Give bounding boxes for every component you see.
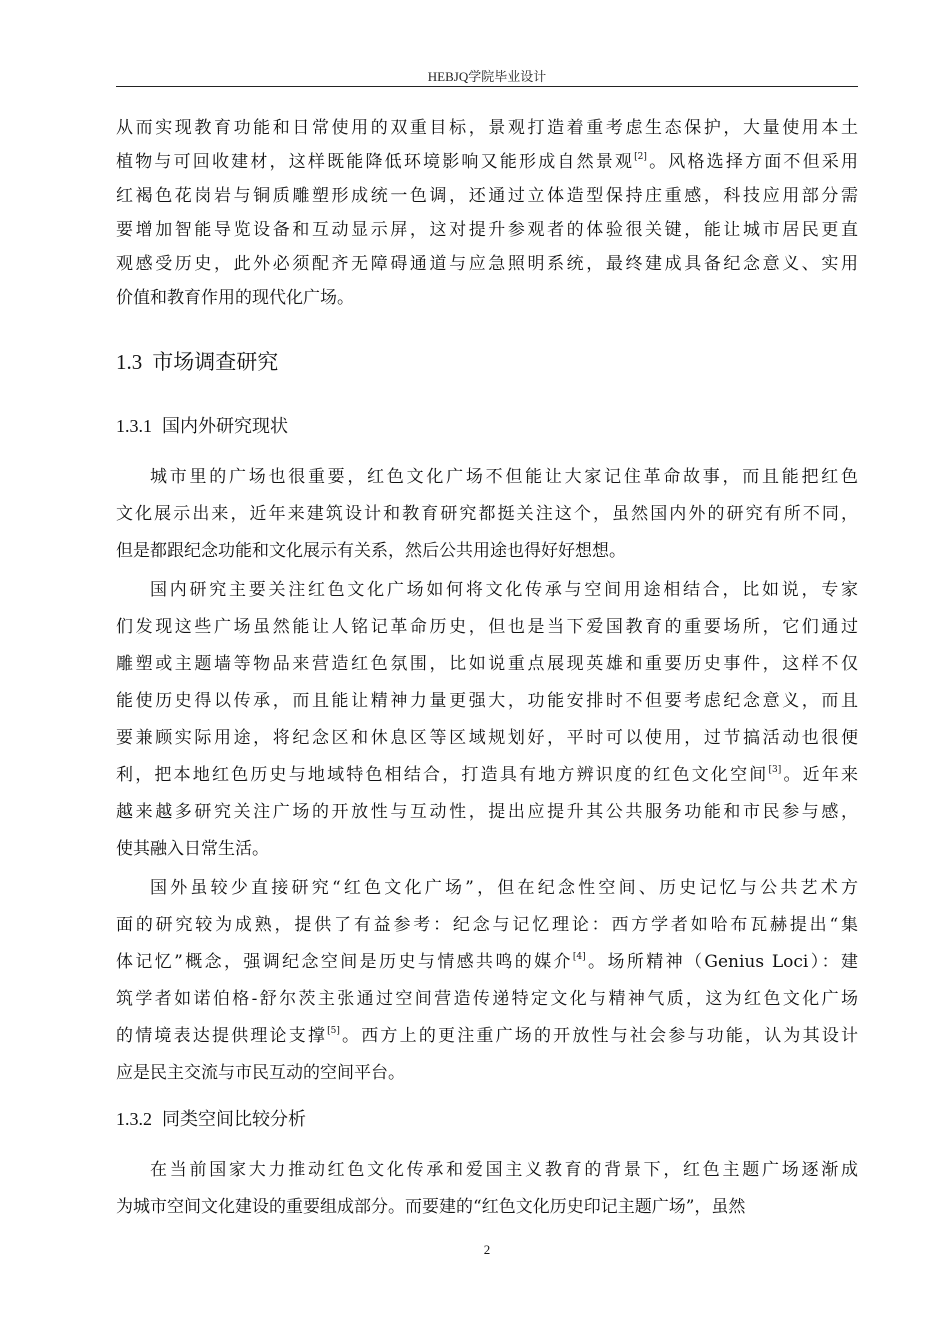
paragraph-4-line: 为城市空间文化建设的重要组成部分。而要建的“红色文化历史印记主题广场”，虽然 [116,1197,746,1217]
paragraph-2-line: 们发现这些广场虽然能让人铭记革命历史，但也是当下爱国教育的重要场所，它们通过 [116,617,858,637]
paragraph-3-line [116,1025,858,1047]
text-run: 体记忆”概念，强调纪念空间是历史与情感共鸣的媒介 [116,952,573,972]
section-title: 同类空间比较分析 [162,1109,306,1130]
text-run: 植物与可回收建材，这样既能降低环境影响又能形成自然景观 [116,152,635,172]
section-number: 1.3 [116,350,143,374]
text-run: 。风格选择方面不但采用 [646,152,859,172]
paragraph-2-line: 国内研究主要关注红色文化广场如何将文化传承与空间用途相结合，比如说，专家 [150,580,858,600]
intro-line: 红褐色花岗岩与铜质雕塑形成统一色调，还通过立体造型保持庄重感，科技应用部分需 [116,186,858,206]
citation-ref: [2] [634,152,647,162]
section-number: 1.3.1 [116,416,152,436]
section-title: 国内外研究现状 [162,416,288,437]
text-run: 的情境表达提供理论支撑 [116,1026,328,1046]
section-heading-1-3 [116,349,278,375]
intro-line [116,151,858,173]
paragraph-3-line: 应是民主交流与市民互动的空间平台。 [116,1063,405,1083]
intro-line: 从而实现教育功能和日常使用的双重目标，景观打造着重考虑生态保护，大量使用本土 [116,118,858,138]
paragraph-3-line: 面的研究较为成熟，提供了有益参考：纪念与记忆理论：西方学者如哈布瓦赫提出“集 [116,915,858,935]
paragraph-4-line: 在当前国家大力推动红色文化传承和爱国主义教育的背景下，红色主题广场逐渐成 [150,1160,858,1180]
section-heading-1-3-2 [116,1107,306,1132]
paragraph-1-line: 文化展示出来，近年来建筑设计和教育研究都挺关注这个，虽然国内外的研究有所不同， [116,504,858,524]
section-title: 市场调查研究 [152,350,279,374]
paragraph-2-line: 能使历史得以传承，而且能让精神力量更强大，功能安排时不但要考虑纪念意义，而且 [116,691,858,711]
section-heading-1-3-1 [116,414,288,439]
paragraph-2-line [116,764,858,786]
paragraph-1-line: 但是都跟纪念功能和文化展示有关系，然后公共用途也得好好想想。 [116,541,626,561]
paragraph-2-line: 要兼顾实际用途，将纪念区和休息区等区域规划好，平时可以使用，过节搞活动也很便 [116,728,858,748]
paragraph-3-line [116,951,858,973]
intro-line: 价值和教育作用的现代化广场。 [116,288,354,308]
paragraph-1-line: 城市里的广场也很重要，红色文化广场不但能让大家记住革命故事，而且能把红色 [150,467,858,487]
page-number: 2 [483,1242,491,1257]
section-number: 1.3.2 [116,1109,152,1129]
text-run: 。场所精神（Genius Loci）：建 [585,952,858,972]
paragraph-2-line: 使其融入日常生活。 [116,839,269,859]
citation-ref: [4] [572,952,586,962]
paragraph-2-line: 越来越多研究关注广场的开放性与互动性，提出应提升其公共服务功能和市民参与感， [116,802,858,822]
text-run: 利，把本地红色历史与地域特色相结合，打造具有地方辨识度的红色文化空间 [116,765,769,785]
header-divider [116,86,858,87]
paragraph-3-line: 国外虽较少直接研究“红色文化广场”，但在纪念性空间、历史记忆与公共艺术方 [150,878,858,898]
text-run: 。西方上的更注重广场的开放性与社会参与功能，认为其设计 [339,1026,859,1046]
text-run: 。近年来 [781,765,859,785]
paragraph-2-line: 雕塑或主题墙等物品来营造红色氛围，比如说重点展现英雄和重要历史事件，这样不仅 [116,654,858,674]
page-header: HEBJQ学院毕业设计 [427,69,547,84]
intro-line: 观感受历史，此外必须配齐无障碍通道与应急照明系统，最终建成具备纪念意义、实用 [116,254,858,274]
citation-ref: [5] [327,1026,340,1036]
citation-ref: [3] [768,765,782,775]
paragraph-3-line: 筑学者如诺伯格-舒尔茨主张通过空间营造传递特定文化与精神气质，这为红色文化广场 [116,989,858,1009]
intro-line: 要增加智能导览设备和互动显示屏，这对提升参观者的体验很关键，能让城市居民更直 [116,220,858,240]
